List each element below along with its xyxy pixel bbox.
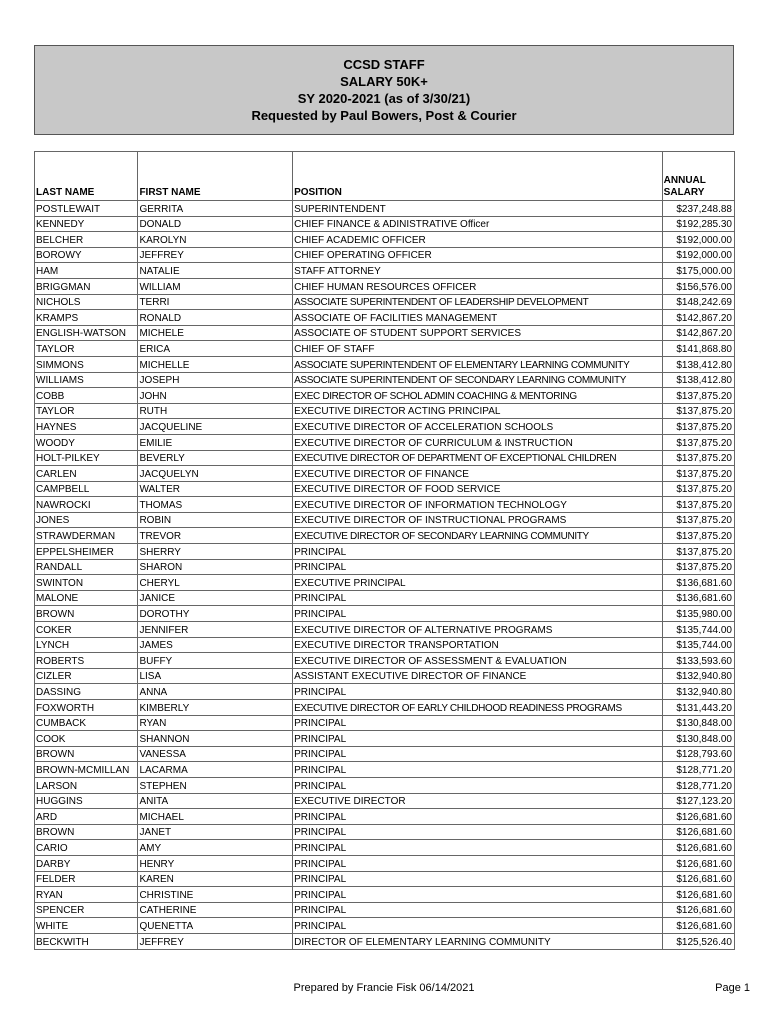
cell-position: PRINCIPAL <box>293 731 663 747</box>
cell-position: EXECUTIVE DIRECTOR OF FOOD SERVICE <box>293 481 663 497</box>
cell-position: CHIEF ACADEMIC OFFICER <box>293 232 663 248</box>
cell-position: PRINCIPAL <box>293 746 663 762</box>
cell-annual-salary: $130,848.00 <box>662 715 734 731</box>
cell-first-name: AMY <box>138 840 293 856</box>
cell-first-name: JANET <box>138 824 293 840</box>
cell-first-name: CHERYL <box>138 575 293 591</box>
table-row <box>35 356 735 372</box>
table-row <box>35 653 735 669</box>
table-row <box>35 637 735 653</box>
table-row <box>35 216 735 232</box>
cell-annual-salary: $128,793.60 <box>662 746 734 762</box>
cell-position: PRINCIPAL <box>293 762 663 778</box>
cell-position: EXECUTIVE DIRECTOR ACTING PRINCIPAL <box>293 403 663 419</box>
table-row <box>35 715 735 731</box>
table-row <box>35 855 735 871</box>
table-row <box>35 497 735 513</box>
cell-position: EXECUTIVE DIRECTOR OF CURRICULUM & INSTRUCTION <box>293 434 663 450</box>
cell-position: PRINCIPAL <box>293 590 663 606</box>
table-row <box>35 528 735 544</box>
cell-position: EXECUTIVE DIRECTOR OF ACCELERATION SCHOOLS <box>293 419 663 435</box>
cell-annual-salary: $137,875.20 <box>662 450 734 466</box>
cell-annual-salary: $126,681.60 <box>662 871 734 887</box>
cell-position: CHIEF OPERATING OFFICER <box>293 247 663 263</box>
cell-position: EXECUTIVE DIRECTOR OF SECONDARY LEARNING COMMUNITY <box>293 528 663 544</box>
cell-last-name: CAMPBELL <box>35 481 138 497</box>
column-header-last-name: LAST NAME <box>35 152 138 201</box>
cell-last-name: WOODY <box>35 434 138 450</box>
cell-position: SUPERINTENDENT <box>293 201 663 217</box>
column-header-position: POSITION <box>293 152 663 201</box>
cell-last-name: POSTLEWAIT <box>35 201 138 217</box>
cell-annual-salary: $131,443.20 <box>662 700 734 716</box>
table-row <box>35 840 735 856</box>
cell-position: PRINCIPAL <box>293 871 663 887</box>
cell-position: PRINCIPAL <box>293 684 663 700</box>
cell-position: PRINCIPAL <box>293 544 663 560</box>
table-row <box>35 201 735 217</box>
cell-first-name: ANITA <box>138 793 293 809</box>
cell-last-name: ROBERTS <box>35 653 138 669</box>
cell-first-name: CHRISTINE <box>138 887 293 903</box>
cell-annual-salary: $137,875.20 <box>662 434 734 450</box>
cell-last-name: TAYLOR <box>35 341 138 357</box>
cell-annual-salary: $148,242.69 <box>662 294 734 310</box>
cell-annual-salary: $137,875.20 <box>662 388 734 404</box>
salary-table <box>34 151 735 950</box>
cell-first-name: GERRITA <box>138 201 293 217</box>
cell-last-name: FELDER <box>35 871 138 887</box>
cell-first-name: WILLIAM <box>138 278 293 294</box>
table-row <box>35 746 735 762</box>
table-row <box>35 887 735 903</box>
cell-position: EXECUTIVE DIRECTOR OF INSTRUCTIONAL PROGRAMS <box>293 512 663 528</box>
cell-last-name: DARBY <box>35 855 138 871</box>
cell-annual-salary: $137,875.20 <box>662 544 734 560</box>
cell-first-name: SHARON <box>138 559 293 575</box>
cell-position: EXECUTIVE DIRECTOR TRANSPORTATION <box>293 637 663 653</box>
cell-annual-salary: $192,000.00 <box>662 232 734 248</box>
cell-position: ASSOCIATE SUPERINTENDENT OF LEADERSHIP DEVELOPMENT <box>293 294 663 310</box>
table-row <box>35 809 735 825</box>
cell-annual-salary: $142,867.20 <box>662 325 734 341</box>
cell-first-name: MICHAEL <box>138 809 293 825</box>
cell-last-name: HOLT-PILKEY <box>35 450 138 466</box>
cell-annual-salary: $136,681.60 <box>662 590 734 606</box>
cell-position: PRINCIPAL <box>293 855 663 871</box>
cell-position: PRINCIPAL <box>293 887 663 903</box>
table-row <box>35 341 735 357</box>
cell-annual-salary: $125,526.40 <box>662 933 734 949</box>
cell-position: ASSISTANT EXECUTIVE DIRECTOR OF FINANCE <box>293 668 663 684</box>
table-row <box>35 466 735 482</box>
cell-annual-salary: $192,000.00 <box>662 247 734 263</box>
cell-last-name: ARD <box>35 809 138 825</box>
cell-last-name: ENGLISH-WATSON <box>35 325 138 341</box>
table-row <box>35 481 735 497</box>
cell-annual-salary: $142,867.20 <box>662 310 734 326</box>
cell-annual-salary: $237,248.88 <box>662 201 734 217</box>
cell-first-name: QUENETTA <box>138 918 293 934</box>
cell-first-name: JENNIFER <box>138 622 293 638</box>
cell-position: EXECUTIVE PRINCIPAL <box>293 575 663 591</box>
cell-annual-salary: $137,875.20 <box>662 419 734 435</box>
cell-first-name: VANESSA <box>138 746 293 762</box>
cell-annual-salary: $128,771.20 <box>662 762 734 778</box>
cell-annual-salary: $128,771.20 <box>662 777 734 793</box>
cell-position: PRINCIPAL <box>293 606 663 622</box>
table-body <box>35 201 735 950</box>
table-row <box>35 590 735 606</box>
cell-annual-salary: $137,875.20 <box>662 466 734 482</box>
table-row <box>35 294 735 310</box>
table-row <box>35 310 735 326</box>
cell-position: EXECUTIVE DIRECTOR OF FINANCE <box>293 466 663 482</box>
cell-annual-salary: $126,681.60 <box>662 887 734 903</box>
table-row <box>35 559 735 575</box>
table-row <box>35 668 735 684</box>
header-title: CCSD STAFF <box>343 57 425 72</box>
cell-first-name: HENRY <box>138 855 293 871</box>
cell-first-name: DOROTHY <box>138 606 293 622</box>
cell-first-name: NATALIE <box>138 263 293 279</box>
table-row <box>35 372 735 388</box>
cell-position: ASSOCIATE OF STUDENT SUPPORT SERVICES <box>293 325 663 341</box>
cell-last-name: FOXWORTH <box>35 700 138 716</box>
cell-annual-salary: $135,744.00 <box>662 622 734 638</box>
page-number: Page 1 <box>715 982 750 994</box>
table-row <box>35 232 735 248</box>
cell-last-name: HUGGINS <box>35 793 138 809</box>
cell-last-name: BROWN <box>35 824 138 840</box>
column-header-annual-salary <box>662 152 734 201</box>
cell-last-name: KENNEDY <box>35 216 138 232</box>
report-header <box>34 45 734 135</box>
cell-position: EXECUTIVE DIRECTOR OF ASSESSMENT & EVALUATION <box>293 653 663 669</box>
cell-position: PRINCIPAL <box>293 918 663 934</box>
table-row <box>35 434 735 450</box>
cell-last-name: COOK <box>35 731 138 747</box>
cell-first-name: JOHN <box>138 388 293 404</box>
cell-last-name: MALONE <box>35 590 138 606</box>
cell-position: EXECUTIVE DIRECTOR OF DEPARTMENT OF EXCEPTIONAL CHILDREN <box>293 450 663 466</box>
cell-annual-salary: $136,681.60 <box>662 575 734 591</box>
cell-annual-salary: $130,848.00 <box>662 731 734 747</box>
cell-first-name: JACQUELINE <box>138 419 293 435</box>
cell-last-name: WHITE <box>35 918 138 934</box>
cell-last-name: COBB <box>35 388 138 404</box>
cell-last-name: BROWN <box>35 746 138 762</box>
header-subtitle: SALARY 50K+ <box>340 74 428 89</box>
cell-first-name: JAMES <box>138 637 293 653</box>
cell-last-name: BROWN <box>35 606 138 622</box>
cell-last-name: COKER <box>35 622 138 638</box>
table-header-row <box>35 152 735 201</box>
cell-first-name: JEFFREY <box>138 247 293 263</box>
cell-last-name: STRAWDERMAN <box>35 528 138 544</box>
table-row <box>35 278 735 294</box>
cell-last-name: BELCHER <box>35 232 138 248</box>
cell-first-name: STEPHEN <box>138 777 293 793</box>
table-row <box>35 544 735 560</box>
cell-position: PRINCIPAL <box>293 809 663 825</box>
cell-first-name: JEFFREY <box>138 933 293 949</box>
cell-first-name: DONALD <box>138 216 293 232</box>
cell-position: PRINCIPAL <box>293 715 663 731</box>
salary-header-line1: ANNUAL <box>663 175 706 186</box>
cell-position: EXECUTIVE DIRECTOR OF EARLY CHILDHOOD READINESS PROGRAMS <box>293 700 663 716</box>
cell-last-name: DASSING <box>35 684 138 700</box>
cell-first-name: THOMAS <box>138 497 293 513</box>
cell-first-name: TERRI <box>138 294 293 310</box>
cell-first-name: SHERRY <box>138 544 293 560</box>
cell-annual-salary: $135,744.00 <box>662 637 734 653</box>
cell-first-name: JACQUELYN <box>138 466 293 482</box>
header-school-year: SY 2020-2021 (as of 3/30/21) <box>297 91 471 106</box>
table-row <box>35 388 735 404</box>
table-row <box>35 247 735 263</box>
cell-annual-salary: $137,875.20 <box>662 403 734 419</box>
cell-annual-salary: $137,875.20 <box>662 559 734 575</box>
cell-last-name: TAYLOR <box>35 403 138 419</box>
table-row <box>35 777 735 793</box>
cell-annual-salary: $132,940.80 <box>662 668 734 684</box>
cell-position: DIRECTOR OF ELEMENTARY LEARNING COMMUNITY <box>293 933 663 949</box>
cell-annual-salary: $156,576.00 <box>662 278 734 294</box>
table-row <box>35 918 735 934</box>
cell-last-name: CARIO <box>35 840 138 856</box>
cell-first-name: SHANNON <box>138 731 293 747</box>
cell-annual-salary: $137,875.20 <box>662 497 734 513</box>
cell-position: EXEC DIRECTOR OF SCHOL ADMIN COACHING & MENTORING <box>293 388 663 404</box>
table-row <box>35 622 735 638</box>
cell-position: PRINCIPAL <box>293 559 663 575</box>
cell-position: EXECUTIVE DIRECTOR OF ALTERNATIVE PROGRAMS <box>293 622 663 638</box>
table-row <box>35 325 735 341</box>
table-row <box>35 824 735 840</box>
cell-annual-salary: $138,412.80 <box>662 372 734 388</box>
cell-annual-salary: $137,875.20 <box>662 512 734 528</box>
cell-annual-salary: $126,681.60 <box>662 918 734 934</box>
cell-annual-salary: $138,412.80 <box>662 356 734 372</box>
table-row <box>35 762 735 778</box>
table-row <box>35 419 735 435</box>
cell-position: PRINCIPAL <box>293 824 663 840</box>
cell-annual-salary: $137,875.20 <box>662 481 734 497</box>
cell-last-name: BECKWITH <box>35 933 138 949</box>
cell-annual-salary: $137,875.20 <box>662 528 734 544</box>
cell-first-name: BUFFY <box>138 653 293 669</box>
cell-position: CHIEF FINANCE & ADINISTRATIVE Officer <box>293 216 663 232</box>
cell-last-name: HAM <box>35 263 138 279</box>
cell-first-name: KIMBERLY <box>138 700 293 716</box>
cell-first-name: LACARMA <box>138 762 293 778</box>
cell-annual-salary: $126,681.60 <box>662 840 734 856</box>
table-row <box>35 700 735 716</box>
cell-annual-salary: $127,123.20 <box>662 793 734 809</box>
cell-last-name: EPPELSHEIMER <box>35 544 138 560</box>
cell-last-name: LARSON <box>35 777 138 793</box>
cell-last-name: RANDALL <box>35 559 138 575</box>
cell-position: ASSOCIATE SUPERINTENDENT OF ELEMENTARY LEARNING COMMUNITY <box>293 356 663 372</box>
cell-last-name: NICHOLS <box>35 294 138 310</box>
cell-first-name: TREVOR <box>138 528 293 544</box>
cell-first-name: RONALD <box>138 310 293 326</box>
cell-position: EXECUTIVE DIRECTOR OF INFORMATION TECHNOLOGY <box>293 497 663 513</box>
cell-annual-salary: $175,000.00 <box>662 263 734 279</box>
cell-last-name: SWINTON <box>35 575 138 591</box>
cell-last-name: SIMMONS <box>35 356 138 372</box>
cell-first-name: LISA <box>138 668 293 684</box>
cell-position: ASSOCIATE SUPERINTENDENT OF SECONDARY LEARNING COMMUNITY <box>293 372 663 388</box>
table-row <box>35 450 735 466</box>
cell-first-name: EMILIE <box>138 434 293 450</box>
prepared-by: Prepared by Francie Fisk 06/14/2021 <box>293 982 475 994</box>
cell-position: PRINCIPAL <box>293 777 663 793</box>
table-row <box>35 933 735 949</box>
cell-last-name: CUMBACK <box>35 715 138 731</box>
cell-last-name: BROWN-MCMILLAN <box>35 762 138 778</box>
table-row <box>35 606 735 622</box>
cell-first-name: KAREN <box>138 871 293 887</box>
cell-position: CHIEF HUMAN RESOURCES OFFICER <box>293 278 663 294</box>
cell-first-name: MICHELLE <box>138 356 293 372</box>
cell-last-name: CIZLER <box>35 668 138 684</box>
cell-annual-salary: $126,681.60 <box>662 824 734 840</box>
cell-first-name: MICHELE <box>138 325 293 341</box>
cell-last-name: NAWROCKI <box>35 497 138 513</box>
cell-position: PRINCIPAL <box>293 840 663 856</box>
cell-first-name: CATHERINE <box>138 902 293 918</box>
cell-first-name: ERICA <box>138 341 293 357</box>
cell-annual-salary: $135,980.00 <box>662 606 734 622</box>
cell-position: PRINCIPAL <box>293 902 663 918</box>
cell-first-name: BEVERLY <box>138 450 293 466</box>
cell-last-name: RYAN <box>35 887 138 903</box>
salary-header-line2: SALARY <box>663 187 705 198</box>
cell-last-name: SPENCER <box>35 902 138 918</box>
cell-annual-salary: $132,940.80 <box>662 684 734 700</box>
cell-last-name: WILLIAMS <box>35 372 138 388</box>
cell-first-name: KAROLYN <box>138 232 293 248</box>
cell-last-name: KRAMPS <box>35 310 138 326</box>
table-row <box>35 263 735 279</box>
cell-position: CHIEF OF STAFF <box>293 341 663 357</box>
table-row <box>35 871 735 887</box>
cell-first-name: ANNA <box>138 684 293 700</box>
column-header-first-name: FIRST NAME <box>138 152 293 201</box>
cell-first-name: JOSEPH <box>138 372 293 388</box>
table-row <box>35 512 735 528</box>
cell-first-name: ROBIN <box>138 512 293 528</box>
table-row <box>35 403 735 419</box>
cell-first-name: RYAN <box>138 715 293 731</box>
cell-annual-salary: $126,681.60 <box>662 809 734 825</box>
cell-position: EXECUTIVE DIRECTOR <box>293 793 663 809</box>
table-row <box>35 575 735 591</box>
cell-first-name: JANICE <box>138 590 293 606</box>
cell-first-name: WALTER <box>138 481 293 497</box>
cell-position: ASSOCIATE OF FACILITIES MANAGEMENT <box>293 310 663 326</box>
table-row <box>35 793 735 809</box>
cell-last-name: JONES <box>35 512 138 528</box>
table-row <box>35 902 735 918</box>
cell-first-name: RUTH <box>138 403 293 419</box>
cell-annual-salary: $192,285.30 <box>662 216 734 232</box>
cell-annual-salary: $133,593.60 <box>662 653 734 669</box>
cell-last-name: BRIGGMAN <box>35 278 138 294</box>
cell-last-name: BOROWY <box>35 247 138 263</box>
cell-last-name: CARLEN <box>35 466 138 482</box>
cell-annual-salary: $126,681.60 <box>662 902 734 918</box>
cell-position: STAFF ATTORNEY <box>293 263 663 279</box>
cell-annual-salary: $126,681.60 <box>662 855 734 871</box>
header-requested-by: Requested by Paul Bowers, Post & Courier <box>251 108 517 123</box>
table-row <box>35 684 735 700</box>
cell-last-name: HAYNES <box>35 419 138 435</box>
cell-last-name: LYNCH <box>35 637 138 653</box>
table-row <box>35 731 735 747</box>
cell-annual-salary: $141,868.80 <box>662 341 734 357</box>
